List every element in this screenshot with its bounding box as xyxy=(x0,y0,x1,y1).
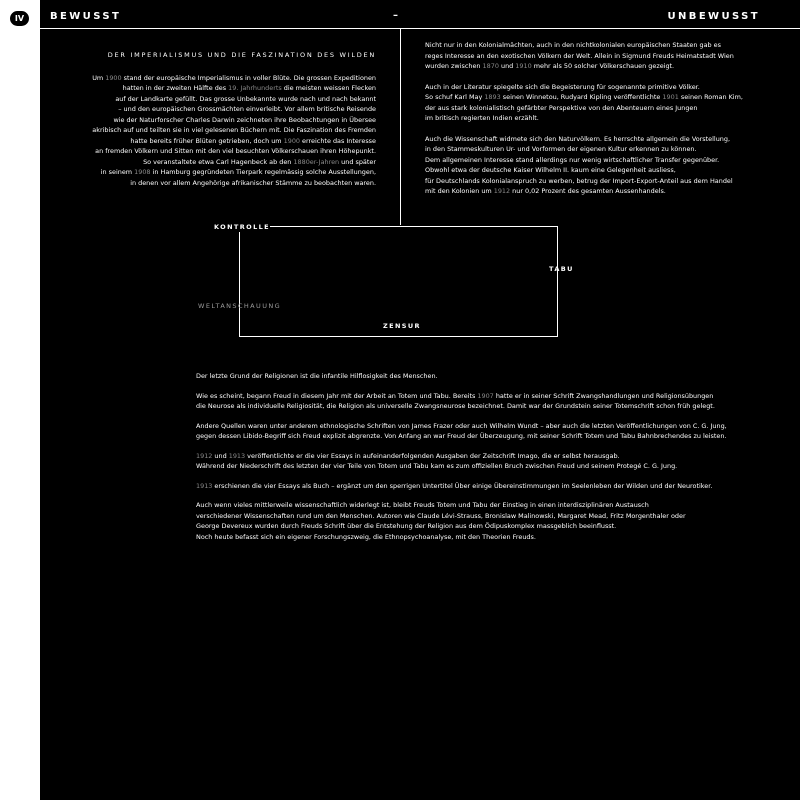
text-line xyxy=(425,103,795,114)
text-line xyxy=(425,186,795,197)
paragraph xyxy=(425,82,795,124)
highlighted-date: 1893 xyxy=(484,93,501,101)
highlighted-date: 1880er-Jahren xyxy=(293,157,340,166)
text-line xyxy=(196,521,786,532)
text-line xyxy=(196,451,786,462)
text-line xyxy=(64,94,376,105)
text-line xyxy=(64,146,376,157)
header-right-title: UNBEWUSST xyxy=(667,11,760,22)
text-line xyxy=(425,144,795,155)
text-segment: wie der Naturforscher Charles Darwin zeichneten ihre Beobachtungen in Übersee xyxy=(113,115,376,124)
text-line xyxy=(425,51,795,62)
text-segment: hatte er in seiner Schrift Zwangshandlungen und Religionsübungen xyxy=(493,391,714,400)
text-segment: Auch die Wissenschaft widmete sich den Naturvölkern. Es herrschte allgemein die Vorstellung, xyxy=(425,134,731,143)
text-segment: Auch in der Literatur spiegelte sich die Begeisterung für sogenannte primitive Völker. xyxy=(425,82,700,91)
text-segment: seinen Roman Kim, xyxy=(678,93,743,101)
text-line xyxy=(64,125,376,136)
diagram-line-left xyxy=(239,232,240,337)
text-line xyxy=(196,500,786,511)
text-segment: hatten in der zweiten Hälfte des xyxy=(122,84,229,92)
text-segment: – und den europäischen Grossmächten einverleibt. Vor allem britische Reisende xyxy=(118,105,376,113)
text-segment: gegen dessen Libido-Begriff sich Freud explizit abgrenzte. Von Anfang an war Freud der Überzeugung, mit seiner Schrift Totem und Tabu Bahnbrechendes zu leisten. xyxy=(196,432,727,440)
highlighted-date: 1908 xyxy=(134,168,151,176)
text-line xyxy=(196,391,786,402)
text-segment: die Neurose als individuelle Religiosität, die Religion als universelle Zwangsneurose bezeichnet. Damit war der Grundstein seiner Totemschrift schon früh gelegt. xyxy=(196,402,715,410)
paragraph xyxy=(425,134,795,197)
text-line xyxy=(64,104,376,115)
text-segment: George Devereux wurden durch Freuds Schrift über die Entstehung der Religion aus dem Ödipuskomplex massgeblich beeinflusst. xyxy=(196,522,617,530)
paragraph xyxy=(196,481,786,492)
column-divider xyxy=(400,28,401,225)
text-segment: Auch wenn vieles mittlerweile wissenschaftlich widerlegt ist, bleibt Freuds Totem und Tabu der Einstieg in einen interdisziplinären Austausch xyxy=(196,501,649,509)
text-segment: Dem allgemeinen Interesse stand allerdings nur wenig wirtschaftlicher Transfer gegenüber. xyxy=(425,155,720,164)
text-segment: Andere Quellen waren unter anderem ethnologische Schriften von James Frazer oder auch Wilhelm Wundt – aber auch die letzten Veröffentlichungen von C. G. Jung, xyxy=(196,421,727,430)
text-segment: Nicht nur in den Kolonialmächten, auch in den nichtkolonialen europäischen Staaten gab es xyxy=(425,41,721,49)
text-segment: auf der Landkarte gefüllt. Das grosse Unbekannte wurde nach und nach bekannt xyxy=(115,94,376,103)
highlighted-date: 1912 xyxy=(493,187,511,195)
paragraph xyxy=(196,371,786,382)
text-line xyxy=(196,461,786,472)
bottom-text xyxy=(196,371,786,551)
paragraph xyxy=(196,500,786,542)
text-line xyxy=(425,155,795,166)
text-segment: verschiedener Wissenschaften rund um den Menschen. Autoren wie Claude Lévi-Strauss, Bronislaw Malinowski, Margaret Mead, Fritz Morgenthaler oder xyxy=(196,511,686,520)
label-tabu: TABU xyxy=(549,265,574,273)
text-line xyxy=(64,157,376,168)
paragraph xyxy=(196,421,786,442)
text-segment: mehr als 50 solcher Völkerschauen gezeigt. xyxy=(531,62,675,70)
text-segment: nur 0,02 Prozent des gesamten Aussenhandels. xyxy=(510,187,666,195)
text-segment: mit den Kolonien um xyxy=(425,187,494,195)
highlighted-date: 1912 xyxy=(196,451,213,460)
text-line xyxy=(196,532,786,543)
text-segment: Der letzte Grund der Religionen ist die infantile Hilflosigkeit des Menschen. xyxy=(196,372,438,380)
text-segment: hatte bereits früher Blüten getrieben, doch um xyxy=(130,136,284,145)
header-left-title: BEWUSST xyxy=(50,11,122,22)
text-segment: in seinem xyxy=(100,168,135,176)
text-line xyxy=(425,134,795,145)
text-segment: und später xyxy=(339,157,376,166)
text-segment: und xyxy=(498,62,516,70)
text-line xyxy=(425,165,795,176)
section-title: DER IMPERIALISMUS UND DIE FASZINATION DES WILDEN xyxy=(107,51,376,59)
text-segment: an fremden Völkern und Sitten mit den viel besuchten Völkerschauen ihren Höhepunkt. xyxy=(95,147,376,155)
page-number-badge: IV xyxy=(10,11,29,26)
paragraph xyxy=(425,40,795,72)
text-line xyxy=(425,176,795,187)
label-zensur: ZENSUR xyxy=(383,322,421,330)
text-segment: stand der europäische Imperialismus in voller Blüte. Die grossen Expeditionen xyxy=(121,73,376,82)
diagram-line-bottom xyxy=(239,336,558,337)
text-segment: Obwohl etwa der deutsche Kaiser Wilhelm II. kaum eine Gelegenheit ausliess, xyxy=(425,166,676,174)
highlighted-date: 1913 xyxy=(196,481,213,490)
highlighted-date: 1910 xyxy=(515,62,532,70)
highlighted-date: 1913 xyxy=(228,451,246,460)
text-line xyxy=(64,73,376,84)
text-segment: Um xyxy=(92,73,106,82)
text-segment: in denen vor allem Angehörige afrikanischer Stämme zu beobachten waren. xyxy=(130,178,376,187)
text-line xyxy=(196,481,786,492)
page-header xyxy=(14,8,800,28)
text-line xyxy=(425,92,795,103)
text-line xyxy=(64,136,376,147)
text-segment: Noch heute befasst sich ein eigener Forschungszweig, die Ethnopsychoanalyse, mit den Theorien Freuds. xyxy=(196,532,536,541)
text-line xyxy=(64,178,376,189)
text-line xyxy=(196,511,786,522)
text-segment: wurden zwischen xyxy=(425,62,483,70)
text-segment: seinen Winnetou, Rudyard Kipling veröffentlichte xyxy=(500,93,663,101)
text-line xyxy=(196,421,786,432)
right-column xyxy=(425,40,795,207)
text-segment: Wie es scheint, begann Freud in diesem Jahr mit der Arbeit an Totem und Tabu. Bereits xyxy=(196,391,478,400)
text-segment: und xyxy=(212,451,229,460)
text-segment: Während der Niederschrift des letzten der vier Teile von Totem und Tabu kam es zum offiziellen Bruch zwischen Freud und seinem Protegé C. G. Jung. xyxy=(196,462,678,470)
text-segment: für Deutschlands Kolonialanspruch zu werben, betrug der Import-Export-Anteil aus dem Handel xyxy=(425,176,733,185)
left-margin xyxy=(0,0,40,800)
highlighted-date: 1900 xyxy=(105,73,122,82)
text-line xyxy=(196,371,786,382)
label-weltanschauung: WELTANSCHAUUNG xyxy=(198,302,282,310)
left-column xyxy=(64,50,376,188)
text-segment: So schuf Karl May xyxy=(425,93,485,101)
text-line xyxy=(425,113,795,124)
highlighted-date: 1900 xyxy=(283,136,301,145)
text-segment: in den Stammeskulturen Ur- und Vorformen der eigenen Kultur erkennen zu können. xyxy=(425,145,697,153)
label-kontrolle: KONTROLLE xyxy=(214,223,270,231)
text-segment: der aus stark kolonialistisch gefärbter Perspektive von den Abenteuern eines Jungen xyxy=(425,103,698,112)
highlighted-date: 1901 xyxy=(662,93,679,101)
text-line xyxy=(425,40,795,51)
text-segment: erschienen die vier Essays als Buch – ergänzt um den sperrigen Untertitel Über einige Übereinstimmungen im Seelenleben der Wilden und der Neurotiker. xyxy=(212,481,713,490)
paragraph xyxy=(196,391,786,412)
text-segment: reges Interesse an den exotischen Völkern der Welt. Allein in Sigmund Freuds Heimatstadt Wien xyxy=(425,51,734,60)
text-segment: akribisch auf und teilten sie in viel gelesenen Büchern mit. Die Faszination des Fremden xyxy=(92,126,376,134)
text-segment: die meisten weissen Flecken xyxy=(281,84,376,92)
header-separator: – xyxy=(393,10,398,21)
text-line xyxy=(425,61,795,72)
paragraph xyxy=(196,451,786,472)
diagram-line-right xyxy=(557,226,558,337)
highlighted-date: 1907 xyxy=(477,391,494,400)
text-segment: So veranstaltete etwa Carl Hagenbeck ab den xyxy=(143,157,294,166)
text-line xyxy=(196,401,786,412)
text-line xyxy=(196,431,786,442)
text-segment: in Hamburg gegründeten Tierpark regelmässig solche Ausstellungen, xyxy=(150,168,376,176)
text-line xyxy=(425,82,795,93)
text-segment: veröffentlichte er die vier Essays in aufeinanderfolgenden Ausgaben der Zeitschrift Imago, die er selbst herausgab. xyxy=(245,451,620,460)
text-segment: erreichte das Interesse xyxy=(300,136,376,145)
highlighted-date: 1870 xyxy=(482,62,499,70)
diagram-line-top xyxy=(270,226,557,227)
header-rule xyxy=(40,28,800,29)
text-line xyxy=(64,115,376,126)
left-paragraph xyxy=(64,73,376,189)
text-segment: im britisch regierten Indien erzählt. xyxy=(425,114,539,122)
text-line xyxy=(64,167,376,178)
text-line xyxy=(64,83,376,94)
highlighted-date: 19. Jahrhunderts xyxy=(228,84,282,92)
